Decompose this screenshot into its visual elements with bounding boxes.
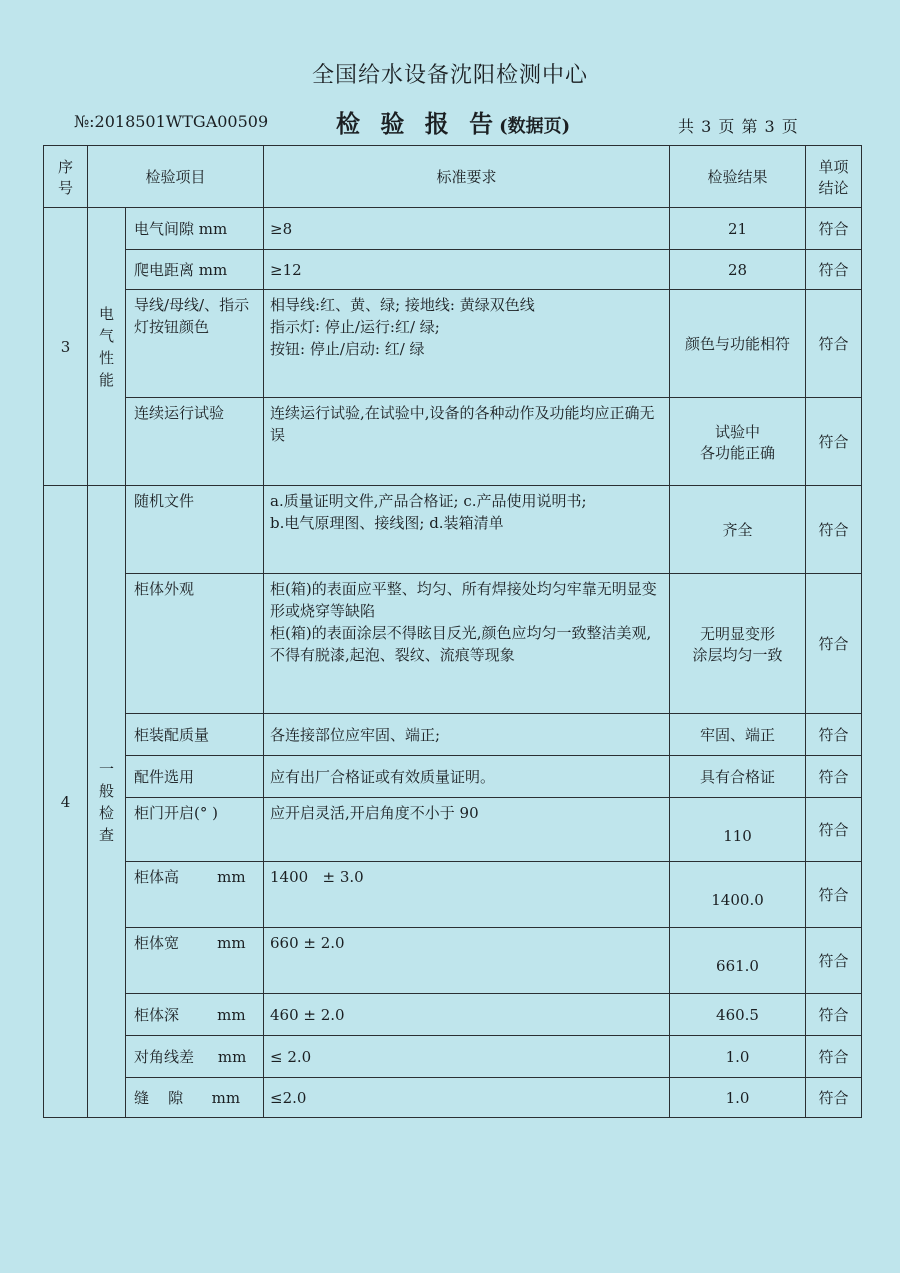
item-cell: 柜体外观 [126,574,264,714]
standard-cell: a.质量证明文件,产品合格证; c.产品使用说明书; b.电气原理图、接线图; d.装箱清单 [264,486,670,574]
table-row [44,1078,862,1118]
conclusion-cell: 符合 [806,798,862,862]
standard-cell: ≤ 2.0 [264,1036,670,1078]
group-name: 电 气 性 能 [88,208,126,486]
result-cell: 试验中 各功能正确 [670,398,806,486]
standard-cell: 应有出厂合格证或有效质量证明。 [264,756,670,798]
table-row [44,250,862,290]
standard-cell: ≤2.0 [264,1078,670,1118]
item-cell: 配件选用 [126,756,264,798]
standard-cell: 相导线:红、黄、绿; 接地线: 黄绿双色线 指示灯: 停止/运行:红/ 绿; 按钮: 停止/启动: 红/ 绿 [264,290,670,398]
conclusion-cell: 符合 [806,756,862,798]
conclusion-cell: 符合 [806,486,862,574]
inspection-table [43,145,862,1118]
result-cell: 1.0 [670,1078,806,1118]
page-count: 共 3 页 第 3 页 [678,117,799,136]
group-seq: 4 [44,486,88,1118]
result-cell: 牢固、端正 [670,714,806,756]
table-row [44,928,862,994]
conclusion-cell: 符合 [806,1078,862,1118]
table-row [44,574,862,714]
result-cell: 具有合格证 [670,756,806,798]
item-cell: 柜体宽 mm [126,928,264,994]
organization-title: 全国给水设备沈阳检测中心 [311,63,588,88]
standard-cell: 660 ± 2.0 [264,928,670,994]
item-cell: 柜装配质量 [126,714,264,756]
standard-cell: 460 ± 2.0 [264,994,670,1036]
item-cell: 电气间隙 mm [126,208,264,250]
result-cell: 颜色与功能相符 [670,290,806,398]
result-cell: 28 [670,250,806,290]
conclusion-cell: 符合 [806,574,862,714]
group-name: 一 般 检 查 [88,486,126,1118]
table-row [44,398,862,486]
item-cell: 柜门开启(° ) [126,798,264,862]
table-row [44,862,862,928]
header-standard: 标准要求 [264,146,670,208]
standard-cell: 连续运行试验,在试验中,设备的各种动作及功能均应正确无误 [264,398,670,486]
standard-cell: ≥12 [264,250,670,290]
report-title [336,104,570,139]
group-seq: 3 [44,208,88,486]
table-row [44,994,862,1036]
conclusion-cell: 符合 [806,398,862,486]
conclusion-cell: 符合 [806,250,862,290]
result-cell: 齐全 [670,486,806,574]
table-header-row [44,146,862,208]
item-cell: 柜体高 mm [126,862,264,928]
table-row [44,798,862,862]
item-cell: 随机文件 [126,486,264,574]
header-result: 检验结果 [670,146,806,208]
result-cell: 110 [670,798,806,862]
table-row [44,714,862,756]
table-row [44,208,862,250]
conclusion-cell: 符合 [806,290,862,398]
standard-cell: 柜(箱)的表面应平整、均匀、所有焊接处均匀牢靠无明显变形或烧穿等缺陷 柜(箱)的表面涂层不得眩目反光,颜色应均匀一致整洁美观,不得有脱漆,起泡、裂纹、流痕等现象 [264,574,670,714]
result-cell: 1400.0 [670,862,806,928]
item-cell: 对角线差 mm [126,1036,264,1078]
table-row [44,1036,862,1078]
result-cell: 460.5 [670,994,806,1036]
item-cell: 连续运行试验 [126,398,264,486]
header-item: 检验项目 [88,146,264,208]
standard-cell: 应开启灵活,开启角度不小于 90 [264,798,670,862]
report-number: №:2018501WTGA00509 [74,112,269,131]
item-cell: 柜体深 mm [126,994,264,1036]
conclusion-cell: 符合 [806,928,862,994]
result-cell: 1.0 [670,1036,806,1078]
conclusion-cell: 符合 [806,862,862,928]
conclusion-cell: 符合 [806,208,862,250]
item-cell: 爬电距离 mm [126,250,264,290]
report-title-main: 检 验 报 告 [336,109,500,138]
header-conclusion: 单项 结论 [806,146,862,208]
standard-cell: 1400 ± 3.0 [264,862,670,928]
table-row [44,486,862,574]
conclusion-cell: 符合 [806,1036,862,1078]
result-cell: 21 [670,208,806,250]
result-cell: 无明显变形 涂层均匀一致 [670,574,806,714]
table-row [44,290,862,398]
header-seq: 序 号 [44,146,88,208]
item-cell: 缝 隙 mm [126,1078,264,1118]
standard-cell: 各连接部位应牢固、端正; [264,714,670,756]
item-cell: 导线/母线/、指示灯按钮颜色 [126,290,264,398]
conclusion-cell: 符合 [806,714,862,756]
conclusion-cell: 符合 [806,994,862,1036]
result-cell: 661.0 [670,928,806,994]
report-title-sub: (数据页) [499,116,571,137]
standard-cell: ≥8 [264,208,670,250]
table-row [44,756,862,798]
